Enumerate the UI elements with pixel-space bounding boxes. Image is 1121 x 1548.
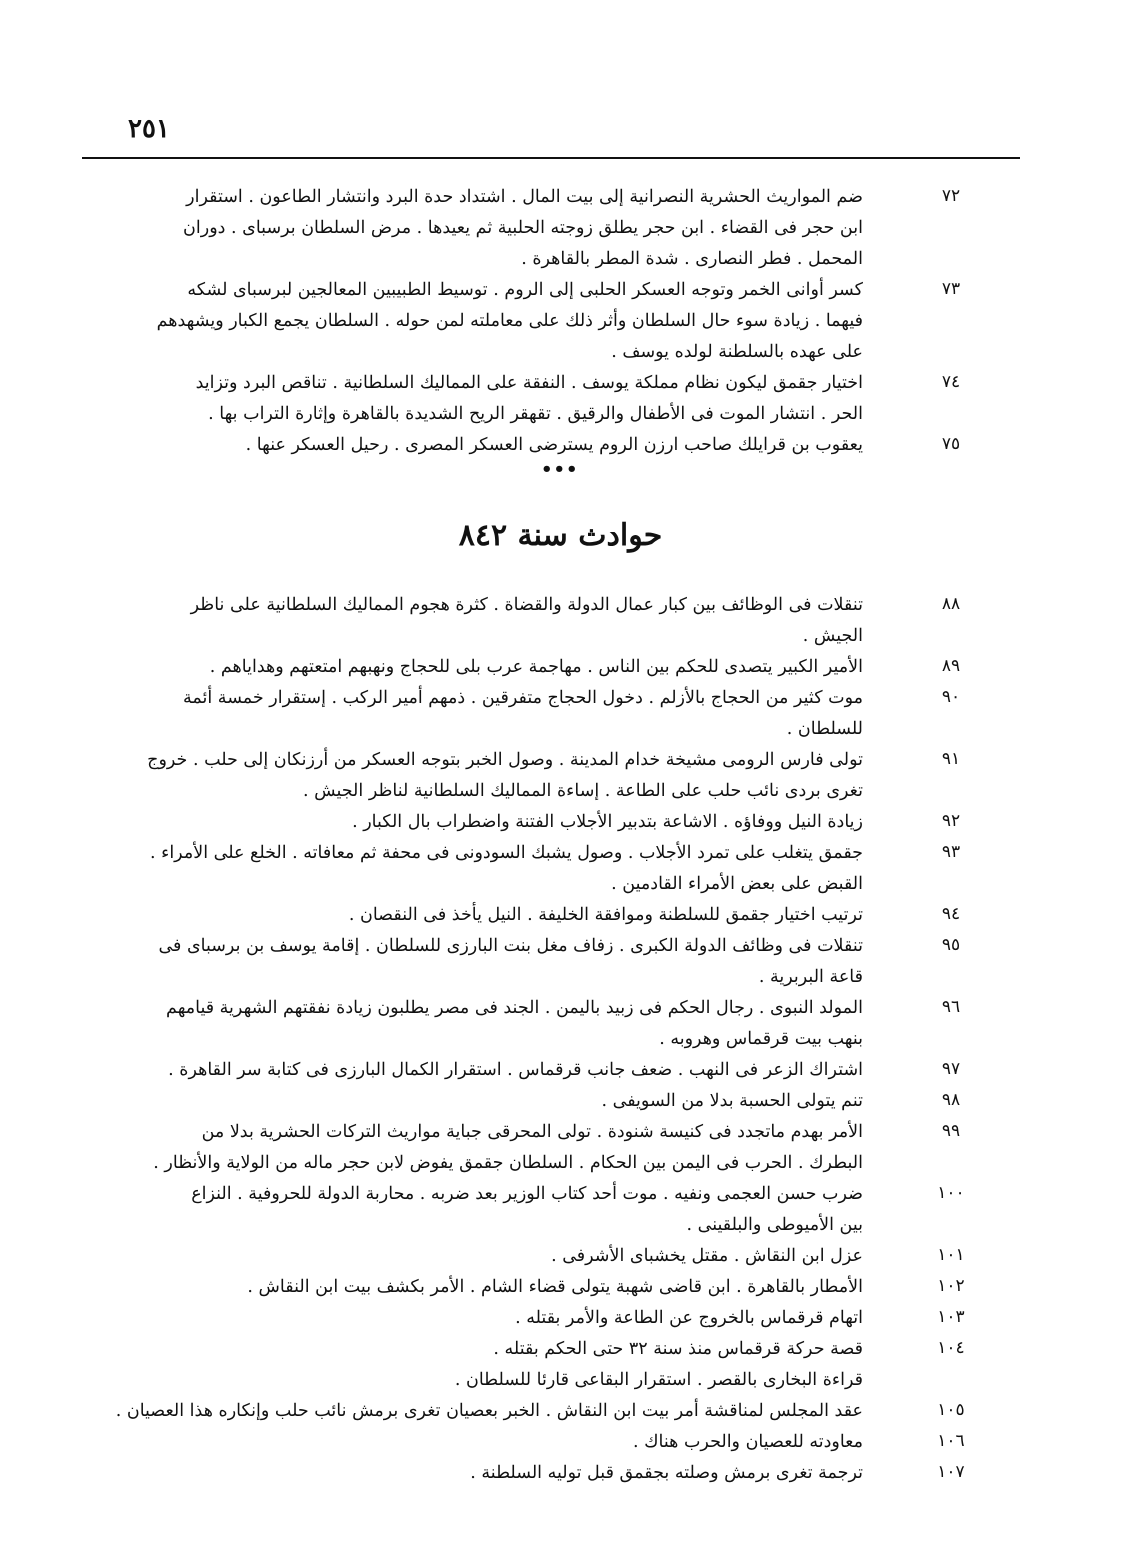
- entries-top: [0, 182, 1121, 461]
- entry-row: [0, 590, 1121, 652]
- entry-text: [132, 1365, 863, 1396]
- entry-line: المحمل . فطر النصارى . شدة المطر بالقاهرة .: [521, 249, 863, 269]
- entry-line: ترجمة تغرى برمش وصلته بجقمق قبل توليه السلطنة .: [470, 1463, 863, 1483]
- entry-number: ١٠٦: [937, 1431, 965, 1451]
- entry-text: [132, 807, 863, 838]
- entry-row: [0, 900, 1121, 931]
- entry-line: موت كثير من الحجاج بالأزلم . دخول الحجاج متفرقين . ذمهم أمير الركب . إستقرار خمسة أئمة: [183, 688, 863, 708]
- entry-text: [132, 1458, 863, 1489]
- entry-text: [132, 430, 863, 461]
- entry-row: [0, 1365, 1121, 1396]
- entry-line: ترتيب اختيار جقمق للسلطنة وموافقة الخليفة . النيل يأخذ فى النقصان .: [348, 905, 863, 925]
- entry-row: [0, 430, 1121, 461]
- entry-row: [0, 1334, 1121, 1365]
- entry-line: ضرب حسن العجمى ونفيه . موت أحد كتاب الوزير بعد ضربه . محاربة الدولة للحروفية . النزاع: [191, 1184, 863, 1204]
- entry-row: [0, 1396, 1121, 1427]
- entry-row: [0, 683, 1121, 745]
- entry-text: [115, 1396, 863, 1427]
- entry-number: ٨٩: [941, 656, 961, 676]
- page-number: ٢٥١: [128, 114, 170, 144]
- entry-line: الأمر بهدم ماتجدد فى كنيسة شنودة . تولى المحرقى جباية مواريث التركات الحشرية بدلا من: [201, 1122, 863, 1142]
- entry-text: [132, 1241, 863, 1272]
- entry-number: ١٠٧: [937, 1462, 965, 1482]
- entry-text: [132, 182, 863, 275]
- entry-text: [132, 1055, 863, 1086]
- entry-row: [0, 1272, 1121, 1303]
- entry-row: [0, 368, 1121, 430]
- entry-row: [0, 1303, 1121, 1334]
- section-separator: •••: [541, 459, 579, 480]
- entry-row: [0, 1427, 1121, 1458]
- entry-number: ١٠١: [937, 1245, 965, 1265]
- entry-row: [0, 931, 1121, 993]
- entries-main: [0, 590, 1121, 1489]
- entry-number: ١٠٥: [937, 1400, 965, 1420]
- entry-number: ٩٦: [941, 997, 961, 1017]
- entry-number: ٩٧: [941, 1059, 961, 1079]
- entry-number: ٩٠: [941, 687, 961, 707]
- entry-line: الحر . انتشار الموت فى الأطفال والرقيق . تقهقر الريح الشديدة بالقاهرة وإثارة التراب بها .: [208, 404, 863, 424]
- entry-row: [0, 745, 1121, 807]
- entry-line: على عهده بالسلطنة لولده يوسف .: [611, 342, 863, 362]
- entry-text: [132, 590, 863, 652]
- entry-number: ٩١: [941, 749, 961, 769]
- entry-number: ٩٤: [941, 904, 961, 924]
- entry-line: اختيار جقمق ليكون نظام مملكة يوسف . النفقة على المماليك السلطانية . تناقص البرد وتزايد: [195, 373, 863, 393]
- section-heading: حوادث سنة ٨٤٢: [458, 518, 663, 553]
- entry-text: [132, 1086, 863, 1117]
- entry-text: [132, 1272, 863, 1303]
- entry-text: [132, 275, 863, 368]
- entry-text: [132, 900, 863, 931]
- entry-number: ٧٢: [941, 186, 961, 206]
- entry-text: [132, 931, 863, 993]
- entry-line: الأمطار بالقاهرة . ابن قاضى شهبة يتولى قضاء الشام . الأمر بكشف بيت ابن النقاش .: [247, 1277, 863, 1297]
- entry-line: بنهب بيت قرقماس وهروبه .: [659, 1029, 863, 1049]
- entry-line: تنقلات فى الوظائف بين كبار عمال الدولة والقضاة . كثرة هجوم المماليك السلطانية على ناظر: [190, 595, 863, 615]
- entry-line: قصة حركة قرقماس منذ سنة ٣٢ حتى الحكم بقتله .: [493, 1339, 863, 1359]
- entry-row: [0, 1086, 1121, 1117]
- entry-line: اتهام قرقماس بالخروج عن الطاعة والأمر بقتله .: [515, 1308, 863, 1328]
- entry-line: الأمير الكبير يتصدى للحكم بين الناس . مهاجمة عرب بلى للحجاج ونهبهم امتعتهم وهداياهم .: [209, 657, 863, 677]
- entry-text: [132, 1334, 863, 1365]
- entry-text: [132, 683, 863, 745]
- entry-line: عقد المجلس لمناقشة أمر بيت ابن النقاش . الخبر بعصيان تغرى برمش نائب حلب وإنكاره هذا العصيان .: [115, 1401, 863, 1421]
- entry-line: معاودته للعصيان والحرب هناك .: [632, 1432, 863, 1452]
- entry-line: فيهما . زيادة سوء حال السلطان وأثر ذلك على معاملته لمن حوله . السلطان يجمع الكبار ويشهدهم: [156, 311, 863, 331]
- header-rule: [82, 157, 1020, 159]
- entry-row: [0, 1241, 1121, 1272]
- entry-number: ٩٣: [941, 842, 961, 862]
- entry-row: [0, 1179, 1121, 1241]
- entry-row: [0, 1117, 1121, 1179]
- entry-line: قراءة البخارى بالقصر . استقرار البقاعى قارئا للسلطان .: [454, 1370, 863, 1390]
- entry-text: [132, 745, 863, 807]
- entry-line: ابن حجر فى القضاء . ابن حجر يطلق زوجته الحلبية ثم يعيدها . مرض السلطان برسباى . دوران: [183, 218, 863, 238]
- entry-number: ٩٩: [941, 1121, 961, 1141]
- entry-text: [132, 368, 863, 430]
- entry-line: عزل ابن النقاش . مقتل يخشباى الأشرفى .: [551, 1246, 863, 1266]
- entry-number: ٧٤: [941, 372, 961, 392]
- entry-number: ٨٨: [941, 594, 961, 614]
- entry-line: بين الأميوطى والبلقينى .: [686, 1215, 863, 1235]
- entry-row: [0, 275, 1121, 368]
- entry-number: ٩٢: [941, 811, 961, 831]
- entry-line: قاعة البربرية .: [758, 967, 863, 987]
- entry-text: [132, 838, 863, 900]
- entry-number: ٧٥: [941, 434, 961, 454]
- entry-text: [132, 1427, 863, 1458]
- entry-number: ٩٨: [941, 1090, 961, 1110]
- entry-text: [132, 652, 863, 683]
- entry-line: كسر أوانى الخمر وتوجه العسكر الحلبى إلى الروم . توسيط الطبيبين المعالجين لبرسباى لشكه: [187, 280, 863, 300]
- entry-number: ١٠٠: [937, 1183, 965, 1203]
- entry-row: [0, 1458, 1121, 1489]
- entry-line: تولى فارس الرومى مشيخة خدام المدينة . وصول الخبر بتوجه العسكر من أرزنكان إلى حلب . خروج: [147, 750, 863, 770]
- entry-row: [0, 1055, 1121, 1086]
- entry-text: [132, 1303, 863, 1334]
- entry-line: ضم المواريث الحشرية النصرانية إلى بيت المال . اشتداد حدة البرد وانتشار الطاعون . استقرار: [186, 187, 863, 207]
- entry-text: [132, 1179, 863, 1241]
- entry-line: اشتراك الزعر فى النهب . ضعف جانب قرقماس . استقرار الكمال البارزى فى كتابة سر القاهرة .: [168, 1060, 863, 1080]
- entry-number: ٧٣: [941, 279, 961, 299]
- entry-row: [0, 993, 1121, 1055]
- entry-line: يعقوب بن قرايلك صاحب ارزن الروم يسترضى العسكر المصرى . رحيل العسكر عنها .: [245, 435, 863, 455]
- entry-line: جقمق يتغلب على تمرد الأجلاب . وصول يشبك السودونى فى محفة ثم معافاته . الخلع على الأمراء .: [149, 843, 863, 863]
- entry-line: تغرى بردى نائب حلب على الطاعة . إساءة المماليك السلطانية لناظر الجيش .: [303, 781, 863, 801]
- entry-line: الجيش .: [802, 626, 863, 646]
- entry-row: [0, 182, 1121, 275]
- entry-number: ١٠٢: [937, 1276, 965, 1296]
- entry-line: زيادة النيل ووفاؤه . الاشاعة بتدبير الأجلاب الفتنة واضطراب بال الكبار .: [352, 812, 863, 832]
- entry-line: تنقلات فى وظائف الدولة الكبرى . زفاف مغل بنت البارزى للسلطان . إقامة يوسف بن برسباى فى: [158, 936, 863, 956]
- entry-text: [132, 993, 863, 1055]
- entry-row: [0, 652, 1121, 683]
- entry-number: ١٠٣: [937, 1307, 965, 1327]
- entry-number: ٩٥: [941, 935, 961, 955]
- entry-number: ١٠٤: [937, 1338, 965, 1358]
- entry-row: [0, 838, 1121, 900]
- entry-line: للسلطان .: [786, 719, 863, 739]
- entry-text: [132, 1117, 863, 1179]
- entry-line: البطرك . الحرب فى اليمن بين الحكام . السلطان جقمق يفوض لابن حجر ماله من الولاية والأنظار .: [153, 1153, 863, 1173]
- entry-row: [0, 807, 1121, 838]
- entry-line: القبض على بعض الأمراء القادمين .: [611, 874, 863, 894]
- entry-line: تنم يتولى الحسبة بدلا من السويفى .: [601, 1091, 863, 1111]
- entry-line: المولد النبوى . رجال الحكم فى زبيد باليمن . الجند فى مصر يطلبون زيادة نفقتهم الشهرية قيامهم: [166, 998, 863, 1018]
